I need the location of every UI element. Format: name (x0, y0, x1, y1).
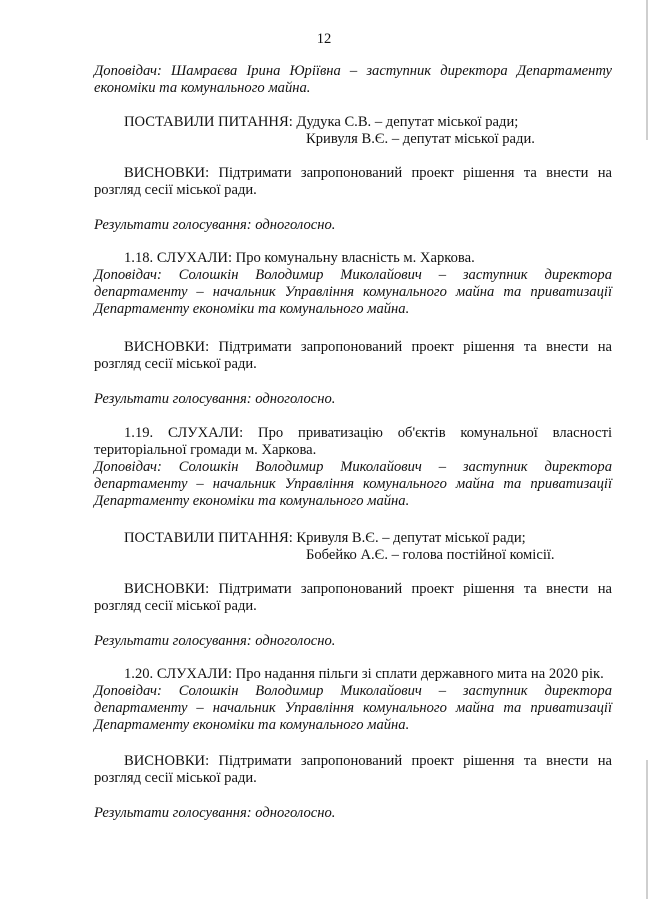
item-1-19 (94, 425, 612, 510)
vote-text: Результати голосування: одноголосно. (94, 805, 336, 821)
heard-text: 1.20. СЛУХАЛИ: Про надання пільги зі сплати державного мита на 2020 рік. (124, 666, 604, 682)
conclusion-text: ВИСНОВКИ: Підтримати запропонований проект рішення та внести на розгляд сесії міської ради. (94, 581, 612, 614)
conclusion-text: ВИСНОВКИ: Підтримати запропонований проект рішення та внести на розгляд сесії міської ради. (94, 753, 612, 786)
conclusion-text: ВИСНОВКИ: Підтримати запропонований проект рішення та внести на розгляд сесії міської ради. (94, 165, 612, 198)
vote-text: Результати голосування: одноголосно. (94, 633, 336, 649)
conclusion-block-1 (94, 165, 612, 199)
conclusion-text: ВИСНОВКИ: Підтримати запропонований проект рішення та внести на розгляд сесії міської ради. (94, 339, 612, 372)
question-line: Бобейко А.Є. – голова постійної комісії. (306, 547, 555, 563)
speaker-text: Доповідач: Солошкін Володимир Миколайович – заступник директора департаменту – начальник Управління комунального майна та приватизації Департаменту економіки та комунального майна. (94, 683, 612, 733)
questions-block-1 (94, 114, 612, 148)
question-line: ПОСТАВИЛИ ПИТАННЯ: Дудука С.В. – депутат міської ради; (124, 114, 519, 130)
vote-text: Результати голосування: одноголосно. (94, 391, 336, 407)
questions-block-2 (94, 530, 612, 564)
page-number: 12 (316, 31, 332, 47)
vote-text: Результати голосування: одноголосно. (94, 217, 336, 233)
conclusion-block-2 (94, 339, 612, 373)
speaker-text: Доповідач: Солошкін Володимир Миколайович – заступник директора департаменту – начальник Управління комунального майна та приватизації Департаменту економіки та комунального майна. (94, 459, 612, 509)
vote-result-1 (94, 217, 612, 234)
question-line: ПОСТАВИЛИ ПИТАННЯ: Кривуля В.Є. – депутат міської ради; (124, 530, 526, 546)
item-1-20 (94, 666, 612, 734)
conclusion-block-3 (94, 581, 612, 615)
speaker-text: Доповідач: Шамраєва Ірина Юріївна – заступник директора Департаменту економіки та комунального майна. (94, 63, 612, 96)
heard-text: 1.18. СЛУХАЛИ: Про комунальну власність м. Харкова. (124, 250, 475, 266)
item-1-18 (94, 250, 612, 318)
question-line: Кривуля В.Є. – депутат міської ради. (306, 131, 535, 147)
heard-text: 1.19. СЛУХАЛИ: Про приватизацію об'єктів комунальної власності територіальної громади м. Харкова. (94, 425, 612, 458)
conclusion-block-4 (94, 753, 612, 787)
vote-result-3 (94, 633, 612, 650)
vote-result-2 (94, 391, 612, 408)
speaker-block-1 (94, 63, 612, 97)
vote-result-4 (94, 805, 612, 822)
speaker-text: Доповідач: Солошкін Володимир Миколайович – заступник директора департаменту – начальник Управління комунального майна та приватизації Департаменту економіки та комунального майна. (94, 267, 612, 317)
